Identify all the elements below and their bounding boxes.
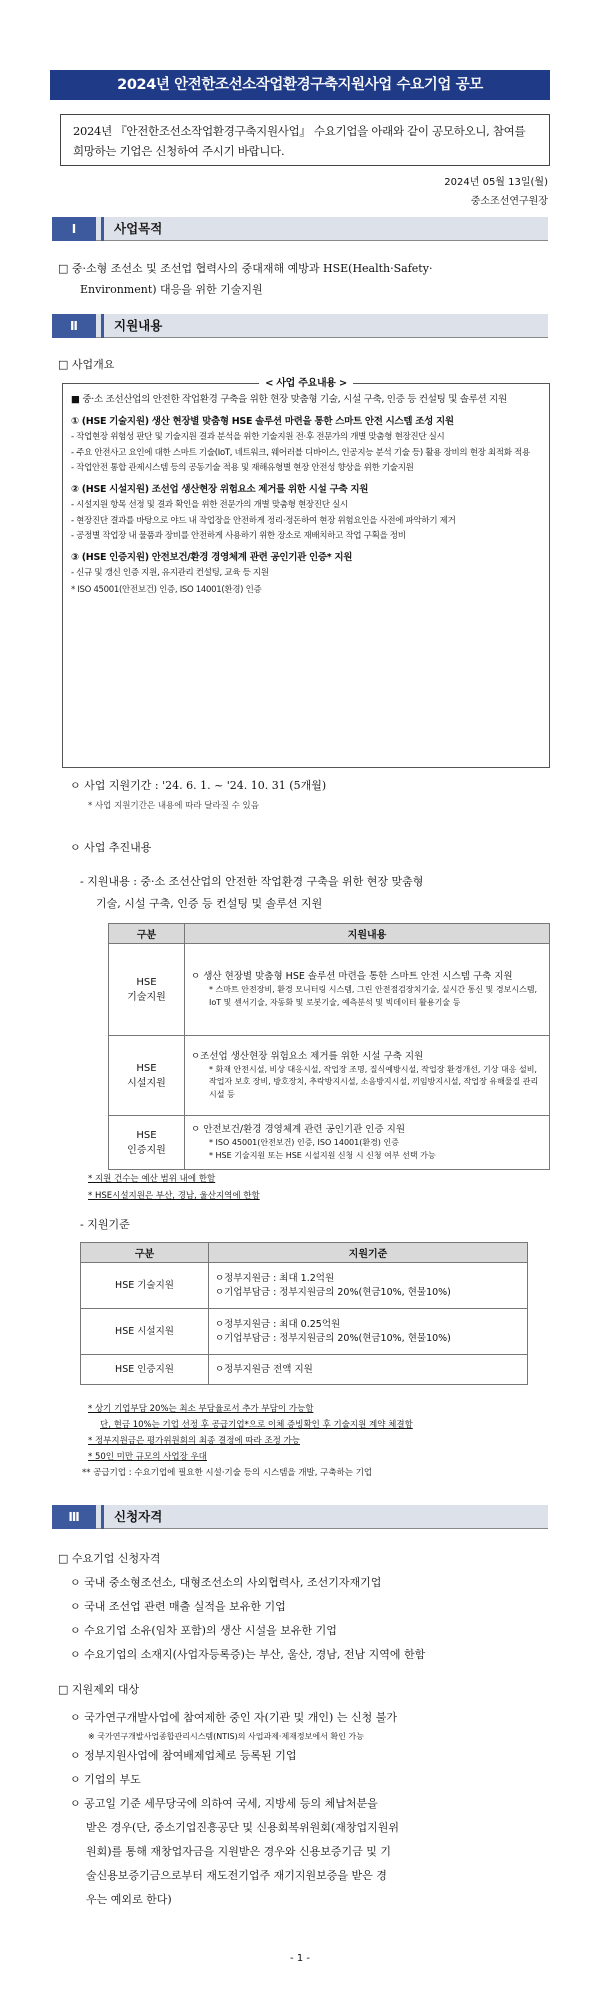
notice-date: 2024년 05월 13일(월) bbox=[444, 177, 548, 188]
table-row bbox=[81, 1355, 528, 1385]
table-cell-category: HSE 시설지원 bbox=[109, 1036, 185, 1116]
section-header-purpose bbox=[52, 217, 548, 241]
intro-text: 2024년 『안전한조선소작업환경구축지원사업』 수요기업을 아래와 같이 공모하오니, 참여를 희망하는 기업은 신청하여 주시기 바랍니다. bbox=[73, 124, 526, 158]
exclusion-item: ㅇ 국가연구개발사업에 참여제한 중인 자(기관 및 개인) 는 신청 불가 bbox=[70, 1711, 397, 1724]
table-header-cell: 지원내용 bbox=[185, 924, 550, 944]
table-header-row bbox=[109, 924, 550, 944]
item-detail: - 작업현장 위험성 판단 및 기술지원 결과 분석을 위한 기술지원 전·후 전문가의 개별 맞춤형 현장진단 실시 bbox=[71, 432, 445, 442]
table-header-cell: 구분 bbox=[109, 924, 185, 944]
table-cell-content: ㅇ 생산 현장별 맞춤형 HSE 솔루션 마련을 통한 스마트 안전 시스템 구축 지원 * 스마트 안전장비, 환경 모니터링 시스템, 그린 안전점검장치기술, 실시간 통신 및 경보시스템, IoT 및 센서기술, 자동화 및 로봇기술, 예측분석 및 빅데이터 활용기술 등 bbox=[185, 944, 550, 1036]
box-caption: < 사업 주요내용 > bbox=[63, 376, 549, 392]
purpose-line-1: □ 중·소형 조선소 및 조선업 협력사의 중대재해 예방과 HSE(Health·Safety· bbox=[58, 262, 433, 275]
section-number: Ⅰ bbox=[52, 217, 96, 241]
eligibility-item: ㅇ 수요기업 소유(임차 포함)의 생산 시설을 보유한 기업 bbox=[70, 1624, 337, 1637]
promotion-detail-2: 기술, 시설 구축, 인증 등 컨설팅 및 솔루션 지원 bbox=[96, 897, 323, 910]
section-number: Ⅱ bbox=[52, 314, 96, 338]
item-cert-support: ③ (HSE 인증지원) 안전보건/환경 경영체계 관련 공인기관 인증* 지원 bbox=[71, 551, 353, 563]
section-title: 신청자격 bbox=[114, 1509, 163, 1524]
criteria-note: * 정부지원금은 평가위원회의 최종 결정에 따라 조정 가능 bbox=[88, 1436, 301, 1446]
exclusion-item-cont: 받은 경우(단, 중소기업진흥공단 및 신용회복위원회(재창업지원위 bbox=[86, 1821, 399, 1834]
criteria-note: 단, 현금 10%는 기업 선정 후 공급기업*으로 이체 증빙확인 후 기술지원 계약 체결함 bbox=[100, 1420, 413, 1430]
eligibility-heading: □ 수요기업 신청자격 bbox=[58, 1552, 161, 1565]
table-row bbox=[81, 1309, 528, 1355]
promotion-heading: ㅇ 사업 추진내용 bbox=[70, 841, 152, 854]
table-cell-content: ㅇ조선업 생산현장 위험요소 제거를 위한 시설 구축 지원 * 화재 안전시설, 비상 대응시설, 작업장 조명, 질식예방시설, 작업장 환경개선, 기상 대응 설비, 작업자 보호 장비, 방호장치, 추락방지시설, 소음방지시설, 끼임방지시설, 작업장 유해물질 관리 시설 등 bbox=[185, 1036, 550, 1116]
exclusion-item-cont: 원회)를 통해 재창업자금을 지원받은 경우와 신용보증기금 및 기 bbox=[86, 1845, 392, 1858]
support-period: ㅇ 사업 지원기간 : '24. 6. 1. ~ '24. 10. 31 (5개월) bbox=[70, 779, 327, 792]
section-number: Ⅲ bbox=[52, 1505, 96, 1529]
intro-box bbox=[60, 114, 550, 166]
item-detail: - 주요 안전사고 요인에 대한 스마트 기술(IoT, 네트워크, 웨어러블 디바이스, 인공지능 분석 기술 등) 활용 장비의 현장 최적화 적용 bbox=[71, 447, 530, 458]
overview-heading: □ 사업개요 bbox=[58, 358, 115, 371]
table-cell-category: HSE 인증지원 bbox=[109, 1116, 185, 1170]
item-detail: - 공정별 작업장 내 물품과 장비를 안전하게 사용하기 위한 장소로 재배치하고 작업 구획을 정비 bbox=[71, 531, 406, 541]
table-cell-category: HSE 인증지원 bbox=[81, 1355, 209, 1385]
table-cell-category: HSE 기술지원 bbox=[109, 944, 185, 1036]
eligibility-item: ㅇ 국내 조선업 관련 매출 실적을 보유한 기업 bbox=[70, 1600, 286, 1613]
table-note: * 지원 건수는 예산 범위 내에 한함 bbox=[88, 1174, 216, 1184]
promotion-detail-1: - 지원내용 : 중·소 조선산업의 안전한 작업환경 구축을 위한 현장 맞춤형 bbox=[80, 875, 424, 888]
item-tech-support: ① (HSE 기술지원) 생산 현장별 맞춤형 HSE 솔루션 마련을 통한 스마트 안전 시스템 조성 지원 bbox=[71, 415, 454, 427]
criteria-note: ** 공급기업 : 수요기업에 필요한 시설·기술 등의 시스템을 개발, 구축하는 기업 bbox=[82, 1468, 373, 1478]
exclusion-item: ㅇ 기업의 부도 bbox=[70, 1773, 141, 1786]
table-header-cell: 구분 bbox=[81, 1243, 209, 1263]
item-facility-support: ② (HSE 시설지원) 조선업 생산현장 위험요소 제거를 위한 시설 구축 지원 bbox=[71, 483, 369, 495]
table-row bbox=[109, 1036, 550, 1116]
purpose-line-2: Environment) 대응을 위한 기술지원 bbox=[80, 283, 263, 296]
main-content-box bbox=[62, 378, 550, 768]
table-note: * HSE시설지원은 부산, 경남, 울산지역에 한함 bbox=[88, 1191, 260, 1201]
item-detail: - 시설지원 항목 선정 및 결과 확인을 위한 전문가의 개별 맞춤형 현장진단 실시 bbox=[71, 500, 348, 510]
notice-title-banner: 2024년 안전한조선소작업환경구축지원사업 수요기업 공모 bbox=[50, 70, 550, 100]
section-header-eligibility bbox=[52, 1505, 548, 1529]
item-detail: - 신규 및 갱신 인증 지원, 유지관리 컨설팅, 교육 등 지원 bbox=[71, 568, 269, 578]
section-title: 사업목적 bbox=[114, 221, 163, 236]
period-note: * 사업 지원기간은 내용에 따라 달라질 수 있음 bbox=[88, 801, 259, 811]
criteria-note: * 상기 기업부담 20%는 최소 부담율로서 추가 부담이 가능함 bbox=[88, 1404, 314, 1414]
table-cell-content: ㅇ 안전보건/환경 경영체계 관련 공인기관 인증 지원 * ISO 45001(안전보건) 인증, ISO 14001(환경) 인증 * HSE 기술지원 또는 HSE 시설지원 신청 시 신청 여부 선택 가능 bbox=[185, 1116, 550, 1170]
support-content-table bbox=[108, 923, 550, 1170]
exclusion-heading: □ 지원제외 대상 bbox=[58, 1683, 140, 1696]
section-title: 지원내용 bbox=[114, 318, 163, 333]
table-header-row bbox=[81, 1243, 528, 1263]
table-row bbox=[109, 944, 550, 1036]
item-detail: - 현장진단 결과를 바탕으로 야드 내 작업장을 안전하게 정리·정돈하여 현장 위험요인을 사전에 파악하기 제거 bbox=[71, 515, 456, 526]
table-cell-criteria: ㅇ정부지원금 : 최대 1.2억원 ㅇ기업부담금 : 정부지원금의 20%(현금10%, 현물10%) bbox=[209, 1263, 528, 1309]
support-criteria-table bbox=[80, 1242, 528, 1385]
table-cell-category: HSE 기술지원 bbox=[81, 1263, 209, 1309]
eligibility-item: ㅇ 국내 중소형조선소, 대형조선소의 사외협력사, 조선기자재기업 bbox=[70, 1576, 382, 1589]
table-cell-criteria: ㅇ정부지원금 전액 지원 bbox=[209, 1355, 528, 1385]
issuing-org: 중소조선연구원장 bbox=[470, 196, 548, 207]
item-detail: - 작업안전 통합 관제시스템 등의 공동기술 적용 및 재해유형별 현장 안전성 향상을 위한 기술지원 bbox=[71, 463, 414, 473]
criteria-note: * 50인 미만 규모의 사업장 우대 bbox=[88, 1452, 207, 1462]
exclusion-note: ※ 국가연구개발사업종합관리시스템(NTIS)의 사업과제·제재정보에서 확인 가능 bbox=[88, 1732, 364, 1741]
criteria-heading: - 지원기준 bbox=[80, 1218, 130, 1231]
eligibility-item: ㅇ 수요기업의 소재지(사업자등록증)는 부산, 울산, 경남, 전남 지역에 한함 bbox=[70, 1648, 426, 1661]
exclusion-item-cont: 우는 예외로 한다) bbox=[86, 1893, 172, 1906]
item-note: * ISO 45001(안전보건) 인증, ISO 14001(환경) 인증 bbox=[71, 584, 262, 595]
exclusion-item-cont: 술신용보증기금으로부터 재도전기업주 재기지원보증을 받은 경 bbox=[86, 1869, 387, 1882]
table-cell-criteria: ㅇ정부지원금 : 최대 0.25억원 ㅇ기업부담금 : 정부지원금의 20%(현금10%, 현물10%) bbox=[209, 1309, 528, 1355]
exclusion-item: ㅇ 공고일 기준 세무당국에 의하여 국세, 지방세 등의 체납처분을 bbox=[70, 1797, 378, 1810]
table-header-cell: 지원기준 bbox=[209, 1243, 528, 1263]
table-cell-category: HSE 시설지원 bbox=[81, 1309, 209, 1355]
exclusion-item: ㅇ 정부지원사업에 참여배제업체로 등록된 기업 bbox=[70, 1749, 297, 1762]
table-row bbox=[109, 1116, 550, 1170]
table-row bbox=[81, 1263, 528, 1309]
page-number: - 1 - bbox=[290, 1953, 310, 1964]
box-main-item: ■ 중·소 조선산업의 안전한 작업환경 구축을 위한 현장 맞춤형 기술, 시설 구축, 인증 등 컨설팅 및 솔루션 지원 bbox=[71, 394, 507, 405]
section-header-support bbox=[52, 314, 548, 338]
